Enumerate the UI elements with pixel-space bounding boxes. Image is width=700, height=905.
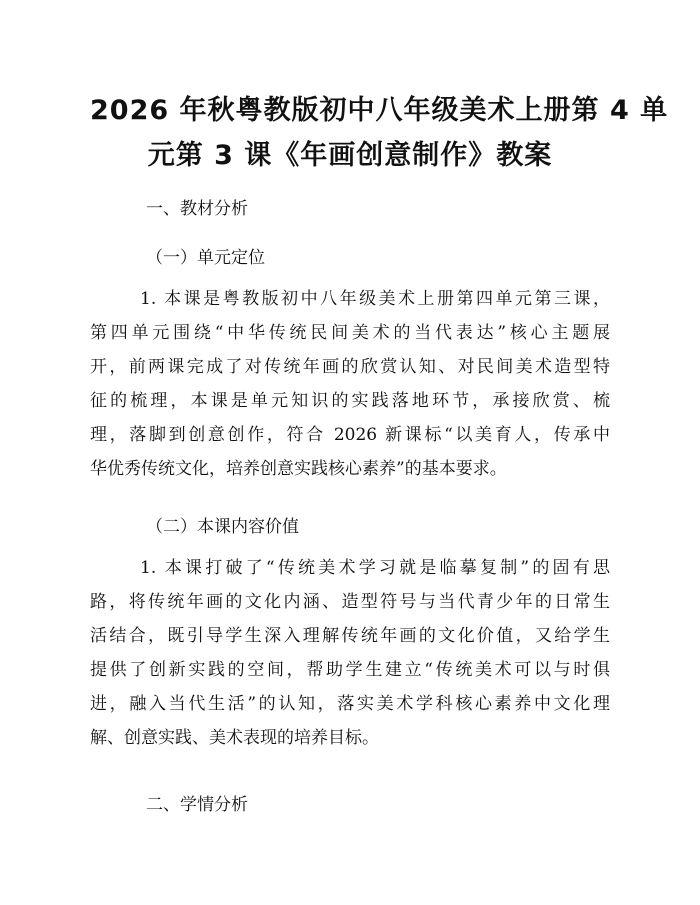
paragraph-line: 第四单元围绕“中华传统民间美术的当代表达”核心主题展 — [90, 323, 610, 343]
document-title-line-2: 元第 3 课《年画创意制作》教案 — [147, 140, 553, 171]
paragraph-line: 华优秀传统文化，培养创意实践核心素养”的基本要求。 — [90, 459, 507, 479]
paragraph-line: 路，将传统年画的文化内涵、造型符号与当代青少年的日常生 — [90, 592, 610, 612]
paragraph-line: 1. 本课是粤教版初中八年级美术上册第四单元第三课， — [140, 289, 610, 309]
paragraph-line: 1. 本课打破了“传统美术学习就是临摹复制”的固有思 — [140, 558, 610, 578]
paragraph-line: 征的梳理，本课是单元知识的实践落地环节，承接欣赏、梳 — [90, 391, 610, 411]
paragraph-line: 开，前两课完成了对传统年画的欣赏认知、对民间美术造型特 — [90, 357, 610, 377]
subsection-heading-lesson-value: （二）本课内容价值 — [146, 517, 299, 537]
paragraph-line: 进，融入当代生活”的认知，落实美术学科核心素养中文化理 — [90, 694, 610, 714]
paragraph-unit-positioning — [90, 282, 610, 486]
paragraph-line: 活结合，既引导学生深入理解传统年画的文化价值，又给学生 — [90, 626, 610, 646]
paragraph-line: 提供了创新实践的空间，帮助学生建立“传统美术可以与时俱 — [90, 660, 610, 680]
paragraph-lesson-value — [90, 551, 610, 755]
paragraph-line: 理，落脚到创意创作，符合 2026 新课标“以美育人，传承中 — [90, 425, 610, 445]
section-heading-student-analysis: 二、学情分析 — [146, 795, 248, 815]
section-heading-textbook-analysis: 一、教材分析 — [146, 199, 248, 219]
paragraph-line: 解、创意实践、美术表现的培养目标。 — [90, 728, 379, 748]
subsection-heading-unit-positioning: （一）单元定位 — [146, 248, 265, 268]
document-title-line-1: 2026 年秋粤教版初中八年级美术上册第 4 单 — [90, 95, 669, 126]
